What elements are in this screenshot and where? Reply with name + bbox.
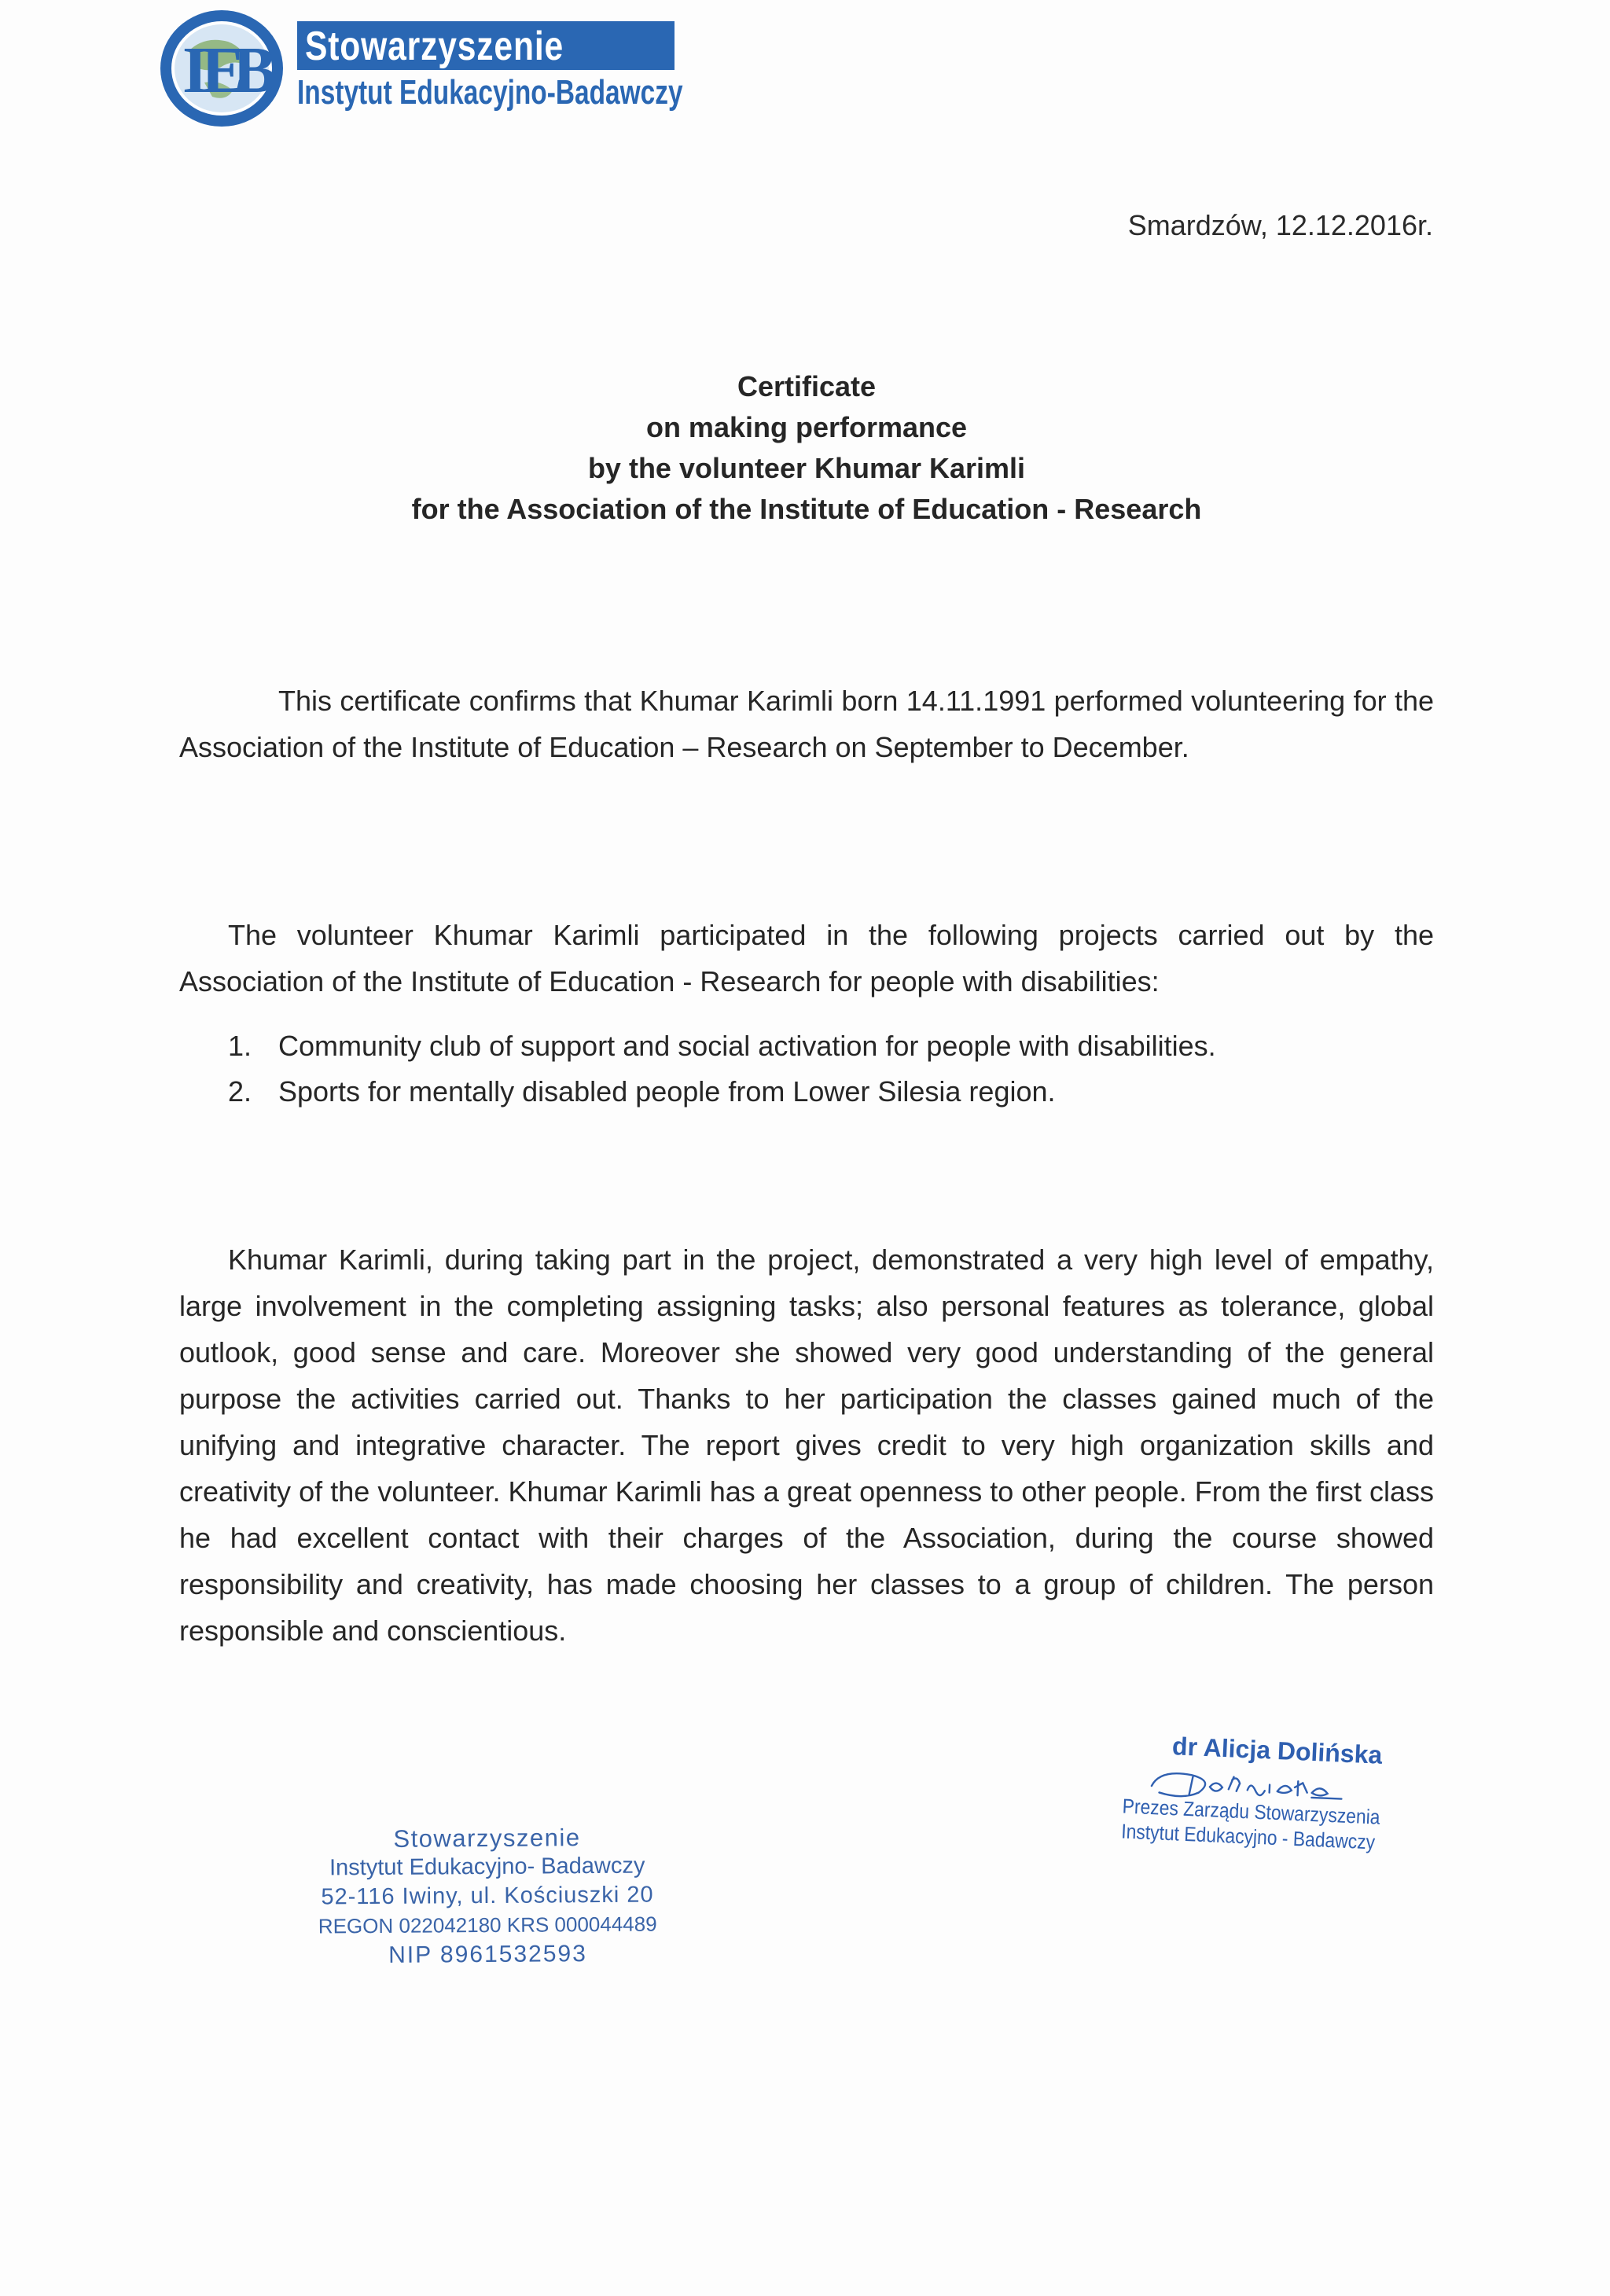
document-date: Smardzów, 12.12.2016r.: [1127, 209, 1433, 241]
signatory-name: dr Alicja Dolińska: [1171, 1732, 1384, 1769]
ieb-globe-logo-icon: [157, 4, 291, 130]
certificate-title: [179, 366, 1434, 530]
title-line-2: on making performance: [645, 411, 968, 443]
list-item-text: Sports for mentally disabled people from Lower Silesia region.: [278, 1075, 1056, 1108]
svg-text:B: B: [233, 34, 278, 107]
title-line-3: by the volunteer Khumar Karimli: [587, 452, 1026, 484]
paragraph-projects-intro: The volunteer Khumar Karimli participated in the following projects carried out by the Association of the Institute of Education - Research for people with disabilities:: [179, 919, 1434, 997]
signatory-organization: Instytut Edukacyjno - Badawczy: [1120, 1819, 1376, 1854]
projects-list: [228, 1023, 1431, 1115]
list-item-text: Community club of support and social activation for people with disabilities.: [278, 1030, 1216, 1062]
stamp-line-5: NIP 8961532593: [388, 1941, 587, 1968]
title-line-1: Certificate: [737, 370, 877, 402]
paragraph-confirmation: This certificate confirms that Khumar Karimli born 14.11.1991 performed volunteering for the Association of the Institute of Education – Research on September to December.: [179, 685, 1434, 763]
list-item: [228, 1069, 1431, 1115]
list-item: [228, 1023, 1431, 1069]
svg-text:E: E: [201, 34, 246, 107]
signatory-role: Prezes Zarządu Stowarzyszenia: [1122, 1794, 1381, 1829]
stamp-line-1: Stowarzyszenie: [393, 1824, 581, 1853]
logo-subtitle: Instytut Edukacyjno-Badawczy: [297, 73, 683, 112]
stamp-line-4: REGON 022042180 KRS 000044489: [318, 1912, 657, 1938]
list-item-number: 1.: [228, 1030, 252, 1062]
association-logo: [157, 4, 684, 130]
signature-block: [1116, 1729, 1446, 1854]
paragraph-evaluation: Khumar Karimli, during taking part in the project, demonstrated a very high level of empathy, large involvement in the completing assigning tasks; also personal features as tolerance, global outlook, good sense and care. Moreover she showed very good understanding of the general purpose the activities carried out. Thanks to her participation the classes gained much of the unifying and integrative character. The report gives credit to very high organization skills and creativity of the volunteer. Khumar Karimli has a great openness to other people. From the first class he had excellent contact with their charges of the Association, during the course showed responsibility and creativity, has made choosing her classes to a group of children. The person responsible and conscientious.: [179, 1244, 1434, 1647]
title-line-4: for the Association of the Institute of Education - Research: [411, 493, 1202, 525]
stamp-line-3: 52-116 Iwiny, ul. Kościuszki 20: [321, 1882, 654, 1910]
stamp-line-2: Instytut Edukacyjno- Badawczy: [329, 1853, 645, 1881]
association-stamp: [298, 1822, 676, 1970]
logo-title: Stowarzyszenie: [305, 24, 564, 69]
svg-text:I: I: [182, 34, 208, 107]
list-item-number: 2.: [228, 1075, 252, 1108]
